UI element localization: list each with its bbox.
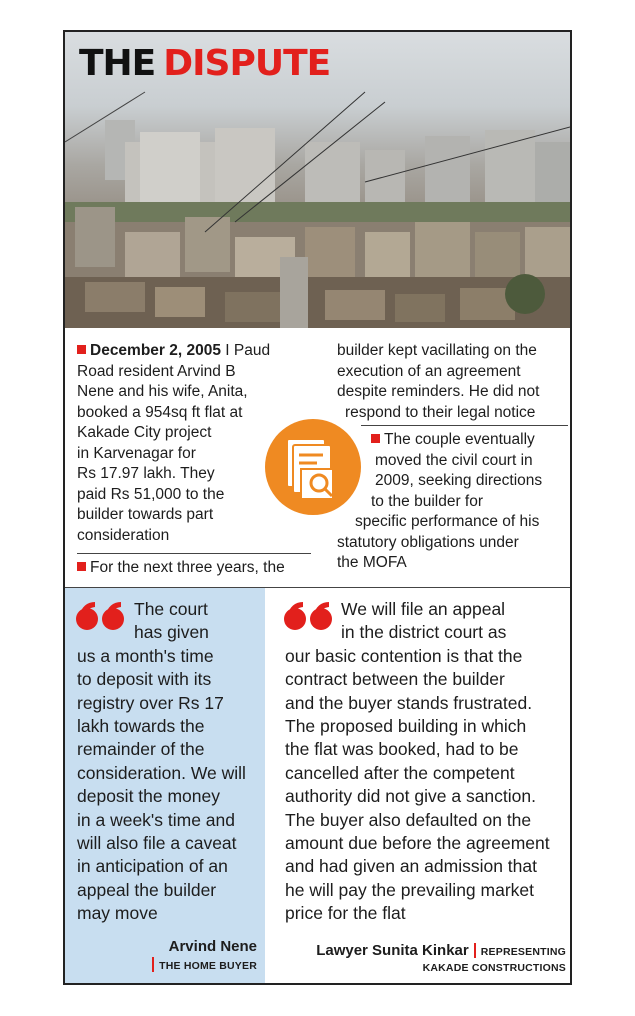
timeline-item-2-start: For the next three years, the: [77, 558, 337, 579]
document-search-icon: [265, 419, 361, 515]
city-skyline-photo: [65, 32, 570, 328]
article-frame: [63, 30, 572, 985]
pipe-divider: [152, 957, 154, 972]
quote-home-buyer: [65, 588, 265, 985]
byline-role: THE HOME BUYER: [159, 960, 257, 972]
timeline-item-2: builder kept vacillating on the execution of an agreement despite reminders. He did not respond to their legal notice: [337, 342, 540, 421]
timeline-date: December 2, 2005: [90, 342, 221, 359]
headline-word-the: THE: [79, 43, 156, 84]
byline-lawyer: [316, 942, 566, 974]
byline-name: Lawyer Sunita Kinkar: [316, 942, 469, 959]
quote-lawyer: [265, 588, 570, 985]
byline-home-buyer: [147, 938, 257, 972]
bullet-icon: [77, 562, 86, 571]
bullet-icon: [77, 345, 86, 354]
document-search-glyph: [265, 419, 361, 515]
timeline-divider-1: [77, 553, 311, 554]
quote-home-buyer-text: The court has given us a month's time to deposit with its registry over Rs 17 lakh towards the remainder of the consideration. We will deposit the money in a week's time and will also file a caveat in anticipation of an appeal the builder may move: [77, 599, 246, 924]
headline: [79, 43, 331, 84]
byline-role-2: KAKADE CONSTRUCTIONS: [422, 962, 566, 974]
timeline-divider-2: [361, 425, 568, 426]
headline-word-dispute: DISPUTE: [163, 43, 331, 84]
timeline-item-1: December 2, 2005 I Paud Road resident Arvind B Nene and his wife, Anita, booked a 954sq ft flat at Kakade City project in Karvenagar for Rs 17.97 lakh. They paid Rs 51,000 to the builder towards part consideration: [77, 342, 271, 544]
timeline-item-3: The couple eventually moved the civil court in 2009, seeking directions to the builder for specific performance of his statutory obligations under the MOFA: [337, 431, 543, 571]
pipe-divider: [474, 943, 476, 958]
byline-role-1: REPRESENTING: [480, 946, 566, 958]
bullet-icon: [371, 434, 380, 443]
byline-name: Arvind Nene: [168, 938, 257, 955]
quote-lawyer-text: We will file an appeal in the district court as our basic contention is that the contract between the builder and the buyer stands frustrated. The proposed building in which the flat was booked, had to be cancelled after the competent authority did not give a sanction. The buyer also defaulted on the amount due before the agreement and had given an admission that he will pay the prevailing market price for the flat: [285, 599, 550, 924]
